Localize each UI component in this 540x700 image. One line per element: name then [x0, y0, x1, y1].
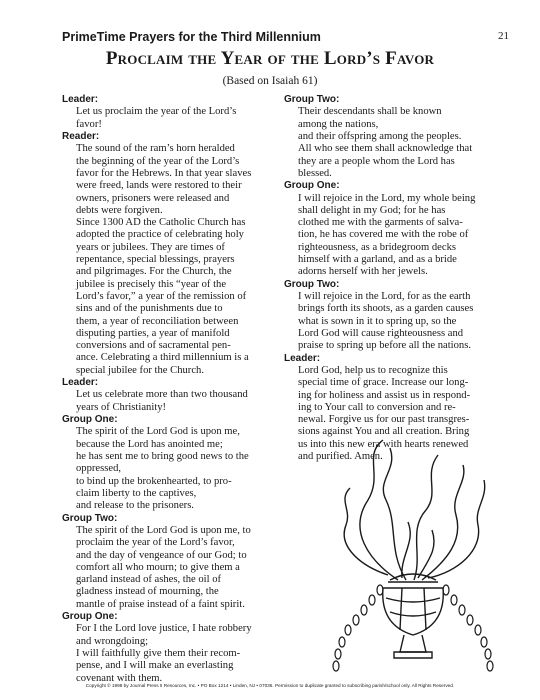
speaker-label: Reader:	[62, 131, 100, 142]
text-line: sins and of the punishments due to	[76, 303, 223, 315]
text-line: blessed.	[298, 167, 332, 179]
text-line: to bind up the brokenhearted, to pro-	[76, 475, 232, 487]
text-line: what is sown in it to spring up, so the	[298, 315, 457, 327]
speaker-text	[298, 193, 494, 279]
speaker-label: Group Two:	[284, 278, 340, 290]
text-line: debts were forgiven.	[76, 204, 163, 216]
text-line: and wrongdoing;	[76, 635, 149, 647]
text-line: special time of grace. Increase our long-	[298, 377, 469, 389]
text-line: Lord God, help us to recognize this	[298, 364, 448, 376]
censer-with-smoke-and-chain-icon	[328, 430, 498, 680]
text-line: claim liberty to the captives,	[76, 487, 197, 499]
left-column	[62, 94, 284, 685]
speaker-label: Leader:	[284, 352, 321, 364]
text-line: favor!	[76, 118, 102, 130]
speaker-text	[76, 143, 284, 377]
text-line: newal. Forgive us for our past transgres-	[298, 414, 470, 426]
text-line: For I the Lord love justice, I hate robbery	[76, 623, 252, 635]
text-line: ing to Your call to conversion and re-	[298, 401, 456, 413]
speaker-text	[76, 389, 284, 414]
text-line: tion, he has covered me with the robe of	[298, 229, 469, 241]
text-line: shall delight in my God; for he has	[298, 204, 446, 216]
speaker-text	[298, 291, 494, 352]
text-line: I will faithfully give them their recom-	[76, 648, 241, 660]
text-line: they are a people whom the Lord has	[298, 155, 455, 167]
text-line: sions against You and all creation. Bring	[298, 426, 470, 438]
right-column	[284, 94, 494, 463]
text-line: oppressed,	[76, 463, 122, 475]
text-line: The spirit of the Lord God is upon me, to	[76, 524, 251, 536]
speaker-label: Group One:	[284, 180, 340, 192]
copyright-footer: Copyright © 1998 by Journal Press II Resources, Inc. • PO Box 1214 • Linden, NJ • 07036. Permission to duplicate granted to subscribing parish/school only. All Rights Reserved.	[85, 683, 455, 688]
text-line: Let us celebrate more than two thousand	[76, 389, 248, 401]
text-line: Lord’s favor,” a year of the remission of	[76, 290, 247, 302]
text-line: favor for the Hebrews. In that year slaves	[76, 168, 252, 179]
speaker-text	[298, 106, 494, 180]
text-line: jubilee is precisely this “year of the	[76, 278, 227, 290]
text-line: them, a year of reconciliation between	[76, 315, 239, 327]
text-line: adorns herself with her jewels.	[298, 266, 428, 278]
text-line: years or jubilees. They are times of	[76, 241, 225, 253]
speaker-label: Group One:	[62, 611, 118, 623]
text-line: Let us proclaim the year of the Lord’s	[76, 106, 237, 118]
text-line: praise to spring up before all the nations.	[298, 340, 471, 352]
series-title: PrimeTime Prayers for the Third Millennium	[62, 30, 321, 44]
speaker-label: Group Two:	[62, 512, 118, 524]
text-line: among the nations,	[298, 118, 379, 130]
text-line: and purified. Amen.	[298, 451, 383, 463]
text-line: I will rejoice in the Lord, for as the earth	[298, 291, 471, 303]
speaker-label: Leader:	[62, 94, 99, 105]
text-line: gladness instead of mourning, the	[76, 586, 219, 598]
speaker-label: Group Two:	[284, 94, 340, 105]
text-line: covenant with them.	[76, 672, 163, 684]
text-line: years of Christianity!	[76, 401, 167, 413]
speaker-label: Leader:	[62, 377, 99, 389]
text-line: The spirit of the Lord God is upon me,	[76, 426, 240, 438]
text-line: he has sent me to bring good news to the	[76, 451, 249, 463]
text-line: ing for holiness and assist us in respond-	[298, 389, 471, 401]
speaker-text	[76, 426, 284, 512]
text-line: because the Lord has anointed me;	[76, 438, 223, 450]
text-line: brings forth its shoots, as a garden causes	[298, 303, 474, 315]
text-line: comfort all who mourn; to give them a	[76, 561, 240, 573]
text-line: and pilgrimages. For the Church, the	[76, 266, 232, 278]
text-line: proclaim the year of the Lord’s favor,	[76, 537, 235, 549]
text-line: and the day of vengeance of our God; to	[76, 549, 247, 561]
text-line: Lord God will cause righteousness and	[298, 327, 464, 339]
speaker-label: Group One:	[62, 414, 118, 426]
text-line: conversions and of sacramental pen-	[76, 340, 231, 352]
text-line: pense, and I will make an everlasting	[76, 660, 234, 672]
page-title: Proclaim the Year of the Lord’s Favor	[105, 48, 435, 69]
text-line: disputing parties, a year of manifold	[76, 327, 230, 339]
text-line: and release to the prisoners.	[76, 500, 194, 512]
text-line: garland instead of ashes, the oil of	[76, 574, 222, 586]
page-number: 21	[498, 30, 509, 42]
text-line: Since 1300 AD the Catholic Church has	[76, 217, 246, 229]
text-line: and their offspring among the peoples.	[298, 131, 462, 142]
text-line: himself with a garland, and as a bride	[298, 254, 457, 266]
speaker-text	[76, 623, 284, 684]
speaker-text	[76, 525, 284, 611]
text-line: us into this new era with hearts renewed	[298, 438, 469, 450]
text-line: special jubilee for the Church.	[76, 364, 204, 376]
text-line: I will rejoice in the Lord, my whole being	[298, 192, 476, 204]
text-line: the beginning of the year of the Lord’s	[76, 155, 240, 167]
text-line: Their descendants shall be known	[298, 106, 442, 118]
text-line: adopted the practice of celebrating holy	[76, 229, 244, 241]
text-line: clothed me with the garments of salva-	[298, 217, 463, 229]
text-line: mantle of praise instead of a faint spirit.	[76, 598, 245, 610]
text-line: ance. Celebrating a third millennium is a	[76, 352, 249, 364]
speaker-text	[76, 106, 284, 131]
text-line: All who see them shall acknowledge that	[298, 143, 473, 155]
text-line: repentance, special blessings, prayers	[76, 254, 235, 266]
text-line: were freed, lands were restored to their	[76, 180, 242, 192]
text-line: righteousness, as a bridegroom decks	[298, 241, 456, 253]
text-line: The sound of the ram’s horn heralded	[76, 143, 235, 155]
page-subtitle: (Based on Isaiah 61)	[222, 75, 318, 87]
text-line: owners, prisoners were released and	[76, 192, 230, 204]
